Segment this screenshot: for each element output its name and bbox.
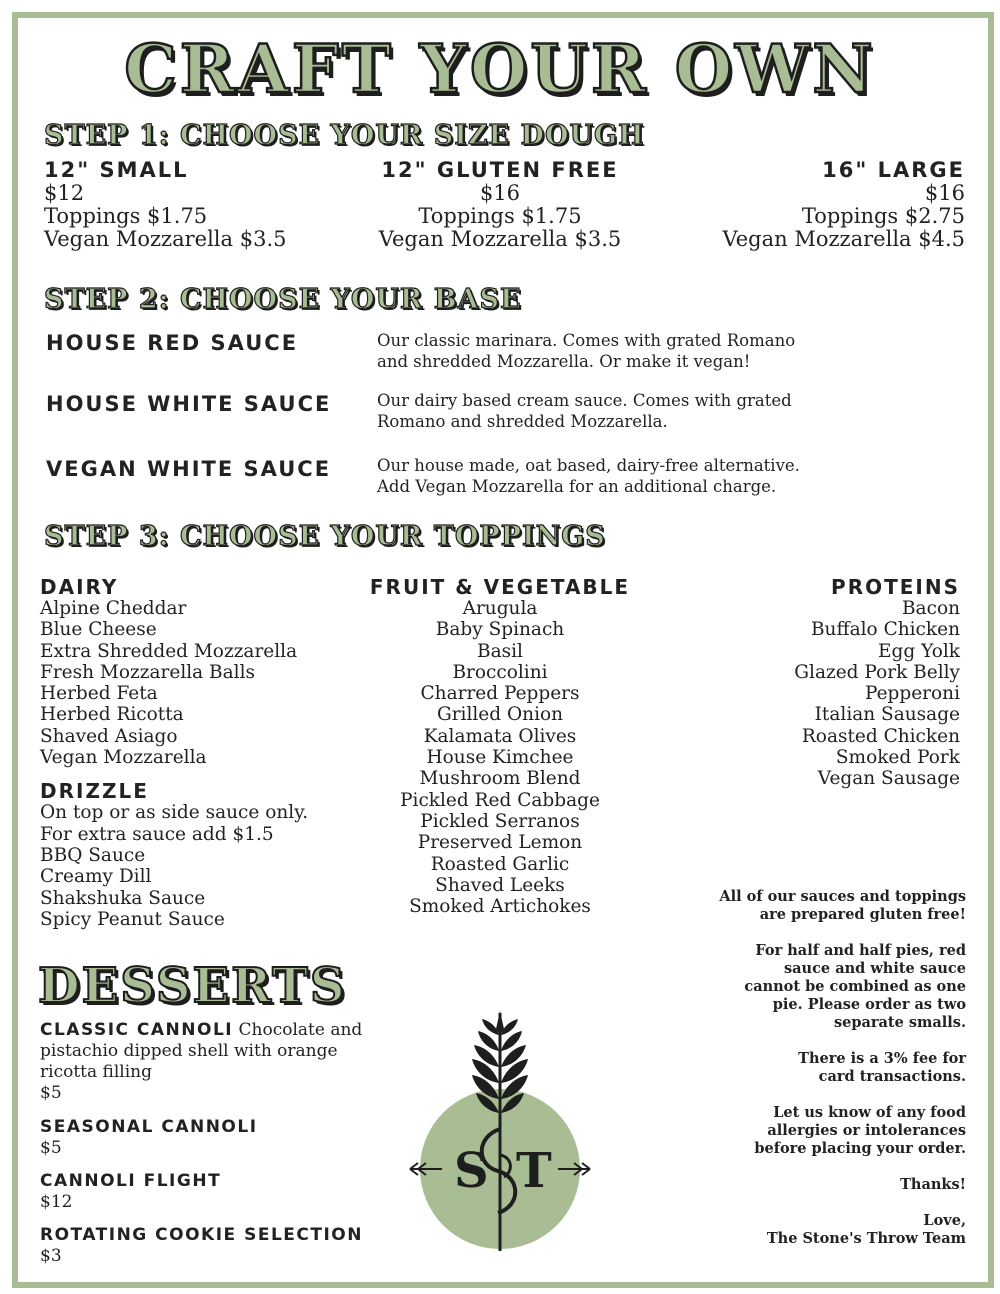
topping-item: Shaved Asiago — [40, 725, 178, 747]
topping-item: Vegan Mozzarella — [40, 747, 207, 769]
proteins-heading: PROTEINS — [831, 575, 960, 599]
note-allergies: Let us know of any food allergies or intolerances before placing your order. — [754, 1104, 966, 1157]
topping-item: Egg Yolk — [878, 640, 960, 662]
size-toppings-price: Toppings $2.75 — [801, 204, 965, 228]
base-desc-vegan — [377, 455, 800, 497]
base-desc-line: Our dairy based cream sauce. Comes with grated — [377, 391, 792, 410]
drizzle-item: Shakshuka Sauce — [40, 887, 206, 909]
topping-item: House Kimchee — [426, 747, 574, 769]
fruit-vegetable-heading: FRUIT & VEGETABLE — [369, 575, 631, 599]
logo-letter-s: S — [454, 1143, 489, 1199]
note-gluten-free: All of our sauces and toppings are prepared gluten free! — [719, 888, 966, 923]
base-desc-white — [377, 390, 792, 432]
topping-item: Buffalo Chicken — [810, 619, 960, 641]
drizzle-item: For extra sauce add $1.5 — [40, 823, 274, 845]
size-name: 12" SMALL — [44, 158, 189, 182]
topping-item: Roasted Garlic — [430, 853, 570, 875]
fruit-vegetable-column — [340, 576, 660, 917]
topping-item: Mushroom Blend — [419, 768, 581, 790]
size-price: $16 — [479, 181, 521, 205]
size-name: 16" LARGE — [822, 158, 965, 182]
topping-item: Vegan Sausage — [817, 768, 960, 790]
step1-title: STEP 1: CHOOSE YOUR SIZE DOUGH — [44, 120, 645, 151]
size-toppings-price: Toppings $1.75 — [44, 204, 208, 228]
topping-item: Basil — [477, 640, 523, 662]
base-desc-line: Our classic marinara. Comes with grated Romano — [377, 331, 796, 350]
topping-item: Preserved Lemon — [417, 832, 583, 854]
note-thanks: Thanks! — [900, 1176, 966, 1193]
topping-item: Baby Spinach — [435, 619, 565, 641]
topping-item: Fresh Mozzarella Balls — [40, 661, 256, 683]
topping-item: Alpine Cheddar — [40, 598, 187, 619]
note-card-fee: There is a 3% fee for card transactions. — [798, 1050, 966, 1085]
dairy-column — [40, 576, 308, 930]
size-toppings-price: Toppings $1.75 — [418, 204, 582, 228]
size-gluten-free — [340, 158, 660, 251]
dessert-price: $3 — [40, 1246, 62, 1266]
topping-item: Smoked Pork — [835, 747, 960, 769]
size-name: 12" GLUTEN FREE — [381, 158, 619, 182]
note-half-and-half: For half and half pies, red sauce and white sauce cannot be combined as one pie. Please order as two separate smalls. — [744, 942, 966, 1031]
step2-title: STEP 2: CHOOSE YOUR BASE — [44, 284, 522, 315]
topping-item: Grilled Onion — [436, 704, 564, 726]
topping-item: Roasted Chicken — [801, 725, 960, 747]
topping-item: Arugula — [462, 598, 538, 619]
size-vegan-price: Vegan Mozzarella $3.5 — [44, 227, 287, 251]
logo-letter-t: T — [516, 1143, 552, 1199]
stones-throw-logo — [402, 1005, 598, 1261]
dessert-name: CLASSIC CANNOLI — [40, 1020, 234, 1040]
topping-item: Smoked Artichokes — [409, 896, 591, 918]
dessert-cookie-selection — [40, 1225, 420, 1267]
size-vegan-price: Vegan Mozzarella $4.5 — [722, 227, 965, 251]
dessert-classic-cannoli — [40, 1020, 370, 1104]
drizzle-item: On top or as side sauce only. — [40, 802, 309, 824]
size-vegan-price: Vegan Mozzarella $3.5 — [378, 227, 622, 251]
base-desc-line: Romano and shredded Mozzarella. — [377, 412, 668, 431]
dessert-name: CANNOLI FLIGHT — [40, 1171, 222, 1191]
topping-item: Broccolini — [452, 661, 548, 683]
desserts-title: DESSERTS — [38, 958, 347, 1014]
base-desc-red — [377, 330, 795, 372]
base-desc-line: and shredded Mozzarella. Or make it vegan! — [377, 352, 751, 371]
dessert-name: ROTATING COOKIE SELECTION — [40, 1225, 363, 1245]
topping-item: Extra Shredded Mozzarella — [40, 640, 298, 662]
dessert-price: $5 — [40, 1083, 62, 1103]
drizzle-item: Creamy Dill — [40, 866, 152, 888]
step3-title: STEP 3: CHOOSE YOUR TOPPINGS — [44, 521, 606, 552]
dairy-heading: DAIRY — [40, 575, 119, 599]
info-notes — [680, 888, 966, 1266]
size-price: $16 — [924, 181, 965, 205]
drizzle-heading: DRIZZLE — [40, 779, 149, 804]
topping-item: Pickled Serranos — [420, 810, 580, 832]
topping-item: Kalamata Olives — [423, 725, 577, 747]
topping-item: Herbed Ricotta — [40, 704, 184, 726]
dessert-cannoli-flight — [40, 1171, 370, 1213]
topping-item: Blue Cheese — [40, 619, 157, 641]
dessert-seasonal-cannoli — [40, 1117, 370, 1159]
base-desc-line: Add Vegan Mozzarella for an additional charge. — [377, 477, 777, 496]
base-name-white: HOUSE WHITE SAUCE — [46, 392, 332, 416]
proteins-column — [794, 576, 960, 790]
dessert-name: SEASONAL CANNOLI — [40, 1117, 258, 1137]
base-name-vegan: VEGAN WHITE SAUCE — [46, 457, 332, 481]
base-desc-line: Our house made, oat based, dairy-free alternative. — [377, 456, 800, 475]
topping-item: Pickled Red Cabbage — [400, 789, 600, 811]
page-title: CRAFT YOUR OWN — [124, 30, 876, 108]
topping-item: Herbed Feta — [40, 683, 158, 705]
topping-item: Shaved Leeks — [435, 874, 565, 896]
size-price: $12 — [44, 181, 85, 205]
topping-item: Glazed Pork Belly — [794, 661, 960, 683]
dessert-price: $12 — [40, 1192, 73, 1212]
topping-item: Bacon — [901, 598, 960, 619]
dessert-price: $5 — [40, 1138, 62, 1158]
size-small — [44, 158, 286, 251]
topping-item: Italian Sausage — [814, 704, 960, 726]
drizzle-item: Spicy Peanut Sauce — [40, 908, 225, 930]
base-name-red: HOUSE RED SAUCE — [46, 331, 299, 355]
note-signoff: Love, The Stone's Throw Team — [766, 1212, 966, 1247]
dessert-desc: Chocolate and pistachio dipped shell with orange ricotta filling — [40, 1020, 363, 1082]
topping-item: Charred Peppers — [420, 683, 580, 705]
size-large — [723, 158, 965, 251]
topping-item: Pepperoni — [864, 683, 960, 705]
drizzle-item: BBQ Sauce — [40, 844, 146, 866]
